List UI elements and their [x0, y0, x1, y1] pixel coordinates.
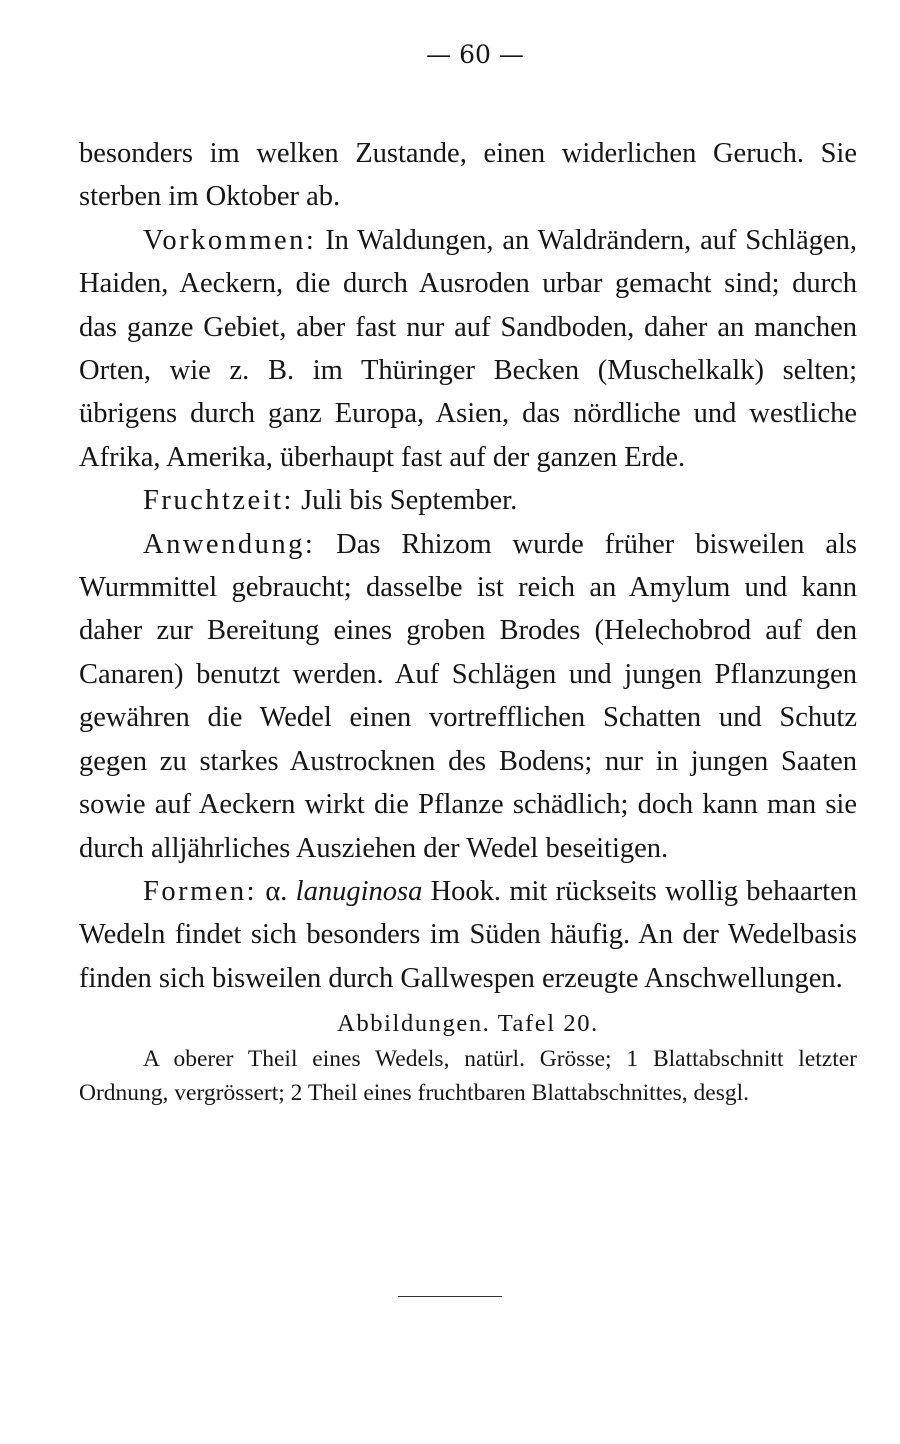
paragraph-continuation: besonders im welken Zustande, einen widerlichen Geruch. Sie sterben im Oktober ab. — [79, 138, 857, 213]
paragraph-anwendung — [79, 523, 857, 870]
vorkommen-text: In Waldungen, an Waldrändern, auf Schlägen, Haiden, Aeckern, die durch Ausroden urbar gemacht sind; durch das ganze Gebiet, aber fast nur auf Sandboden, daher an manchen Orten, wie z. B. im Thüringer Becken (Muschelkalk) selten; übrigens durch ganz Europa, Asien, das nördliche und westliche Afrika, Amerika, überhaupt fast auf der ganzen Erde. — [79, 224, 857, 473]
body-text — [79, 132, 857, 1000]
end-rule — [398, 1296, 502, 1297]
anwendung-label: Anwendung: — [143, 528, 316, 560]
formen-label: Formen: — [143, 875, 258, 907]
paragraph-vorkommen — [79, 219, 857, 479]
figures-heading: Abbildungen. Tafel 20. — [337, 1010, 599, 1038]
fruchtzeit-label: Fruchtzeit: — [143, 485, 294, 517]
page-number: — 60 — — [426, 40, 524, 69]
paragraph-fruchtzeit — [79, 479, 857, 522]
paragraph-formen — [79, 870, 857, 1000]
document-page — [79, 30, 857, 1110]
vorkommen-label: Vorkommen: — [143, 224, 317, 256]
anwendung-text: Das Rhizom wurde früher bisweilen als Wurmmittel gebraucht; dasselbe ist reich an Amylum und kann daher zur Bereitung eines groben Brodes (Helechobrod auf den Canaren) benutzt werden. Auf Schlägen und jungen Pflanzungen gewähren die Wedel einen vortrefflichen Schatten und Schutz gegen zu starkes Austrocknen des Bodens; nur in jungen Saaten sowie auf Aeckern wirkt die Pflanze schädlich; doch kann man sie durch alljährliches Ausziehen der Wedel beseitigen. — [79, 528, 857, 864]
formen-text: Hook. mit rückseits wollig behaarten Wedeln findet sich besonders im Süden häufig. An der Wedelbasis finden sich bisweilen durch Gallwespen erzeugte Anschwellungen. — [79, 875, 857, 994]
formen-prefix: α. — [257, 875, 296, 907]
fruchtzeit-text: Juli bis September. — [293, 485, 518, 517]
figures-caption: A oberer Theil eines Wedels, natürl. Grösse; 1 Blattabschnitt letzter Ordnung, vergrössert; 2 Theil eines fruchtbaren Blattabschnittes, desgl. — [79, 1046, 857, 1107]
formen-species-name: lanuginosa — [295, 875, 423, 907]
